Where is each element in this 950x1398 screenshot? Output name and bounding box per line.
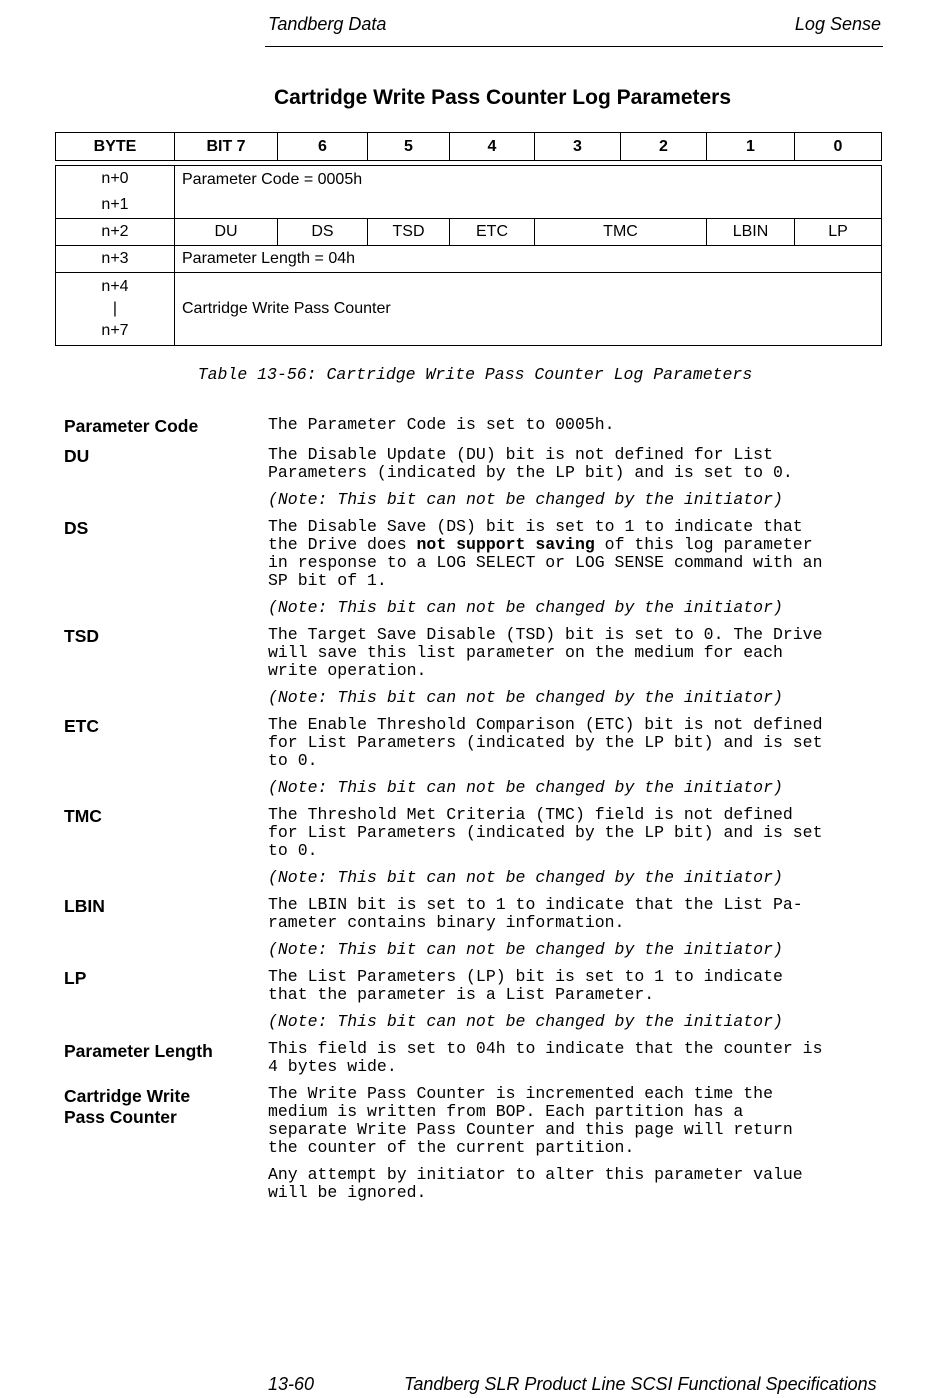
field-lp: LP bbox=[795, 219, 882, 246]
field-etc: ETC bbox=[450, 219, 535, 246]
byte-label: n+2 bbox=[56, 219, 175, 246]
header-cell-bit4: 4 bbox=[450, 133, 535, 161]
byte-cell-n4-n7 bbox=[56, 273, 175, 346]
term-cartridge-write-pass-counter: Cartridge Write Pass Counter bbox=[64, 1086, 191, 1127]
field-ds: DS bbox=[278, 219, 368, 246]
bit-table-body bbox=[55, 165, 882, 346]
byte-label: n+1 bbox=[101, 196, 129, 213]
header-company: Tandberg Data bbox=[268, 14, 387, 34]
bit-table-header bbox=[55, 132, 882, 161]
term-du: DU bbox=[64, 446, 90, 466]
header-cell-bit0: 0 bbox=[795, 133, 882, 161]
header-cell-bit5: 5 bbox=[368, 133, 450, 161]
term-lbin: LBIN bbox=[64, 896, 105, 916]
desc-ds-part: of this log parameter in response to a LOG SELECT or LOG SENSE command with an SP bit of 1. bbox=[268, 535, 823, 590]
field-tmc: TMC bbox=[535, 219, 707, 246]
desc-parameter-length: This field is set to 04h to indicate that the counter is 4 bytes wide. bbox=[268, 1039, 823, 1076]
byte-label: n+3 bbox=[56, 246, 175, 273]
term-etc: ETC bbox=[64, 716, 99, 736]
term-tmc: TMC bbox=[64, 806, 102, 826]
desc-cartridge-write-pass-counter-2: Any attempt by initiator to alter this parameter value will be ignored. bbox=[268, 1165, 803, 1202]
desc-ds-emphasis: not support saving bbox=[416, 535, 595, 554]
desc-lp: The List Parameters (LP) bit is set to 1 to indicate that the parameter is a List Parameter. bbox=[268, 967, 783, 1004]
footer-page-number: 13-60 bbox=[268, 1374, 315, 1394]
parameter-length-cell: Parameter Length = 04h bbox=[175, 246, 882, 273]
note-ds: (Note: This bit can not be changed by the initiator) bbox=[268, 598, 783, 617]
footer-document-title: Tandberg SLR Product Line SCSI Functional Specifications bbox=[404, 1374, 877, 1394]
header-cell-bit2: 2 bbox=[621, 133, 707, 161]
desc-du: The Disable Update (DU) bit is not defined for List Parameters (indicated by the LP bit) and is set to 0. bbox=[268, 445, 793, 482]
desc-tmc: The Threshold Met Criteria (TMC) field is not defined for List Parameters (indicated by the LP bit) and is set to 0. bbox=[268, 805, 823, 860]
note-tsd: (Note: This bit can not be changed by the initiator) bbox=[268, 688, 783, 707]
field-du: DU bbox=[175, 219, 278, 246]
byte-label: n+0 bbox=[101, 170, 129, 187]
term-lp: LP bbox=[64, 968, 87, 988]
note-tmc: (Note: This bit can not be changed by the initiator) bbox=[268, 868, 783, 887]
byte-label: n+7 bbox=[101, 322, 129, 339]
desc-tsd: The Target Save Disable (TSD) bit is set to 0. The Drive will save this list parameter on the medium for each write operation. bbox=[268, 625, 823, 680]
desc-etc: The Enable Threshold Comparison (ETC) bit is not defined for List Parameters (indicated by the LP bit) and is set to 0. bbox=[268, 715, 823, 770]
term-tsd: TSD bbox=[64, 626, 99, 646]
header-cell-bit1: 1 bbox=[707, 133, 795, 161]
desc-ds-part: The Disable Save (DS) bit is set to 1 to indicate that the Drive does bbox=[268, 517, 803, 554]
byte-cell-n0-n1 bbox=[56, 166, 175, 219]
field-lbin: LBIN bbox=[707, 219, 795, 246]
note-du: (Note: This bit can not be changed by the initiator) bbox=[268, 490, 783, 509]
note-etc: (Note: This bit can not be changed by the initiator) bbox=[268, 778, 783, 797]
term-parameter-code: Parameter Code bbox=[64, 416, 199, 436]
desc-parameter-code: The Parameter Code is set to 0005h. bbox=[268, 415, 615, 434]
note-lbin: (Note: This bit can not be changed by the initiator) bbox=[268, 940, 783, 959]
desc-ds bbox=[268, 518, 893, 590]
desc-lbin: The LBIN bit is set to 1 to indicate that the List Pa- rameter contains binary information. bbox=[268, 895, 803, 932]
table-caption: Table 13-56: Cartridge Write Pass Counter Log Parameters bbox=[197, 365, 753, 384]
header-cell-bit7: BIT 7 bbox=[175, 133, 278, 161]
term-ds: DS bbox=[64, 518, 89, 538]
page-title: Cartridge Write Pass Counter Log Parameters bbox=[273, 86, 732, 109]
header-cell-bit3: 3 bbox=[535, 133, 621, 161]
byte-label: n+4 bbox=[101, 278, 129, 295]
header-section: Log Sense bbox=[794, 14, 881, 34]
byte-range-bar: | bbox=[112, 300, 118, 317]
desc-cartridge-write-pass-counter: The Write Pass Counter is incremented each time the medium is written from BOP. Each partition has a separate Write Pass Counter and this page will return the counter of the current partition. bbox=[268, 1084, 793, 1157]
field-tsd: TSD bbox=[368, 219, 450, 246]
write-pass-counter-cell: Cartridge Write Pass Counter bbox=[175, 273, 882, 346]
note-lp: (Note: This bit can not be changed by the initiator) bbox=[268, 1012, 783, 1031]
page-header bbox=[265, 12, 883, 47]
term-parameter-length: Parameter Length bbox=[64, 1041, 213, 1061]
header-cell-byte: BYTE bbox=[56, 133, 175, 161]
header-cell-bit6: 6 bbox=[278, 133, 368, 161]
parameter-code-cell: Parameter Code = 0005h bbox=[175, 166, 882, 219]
